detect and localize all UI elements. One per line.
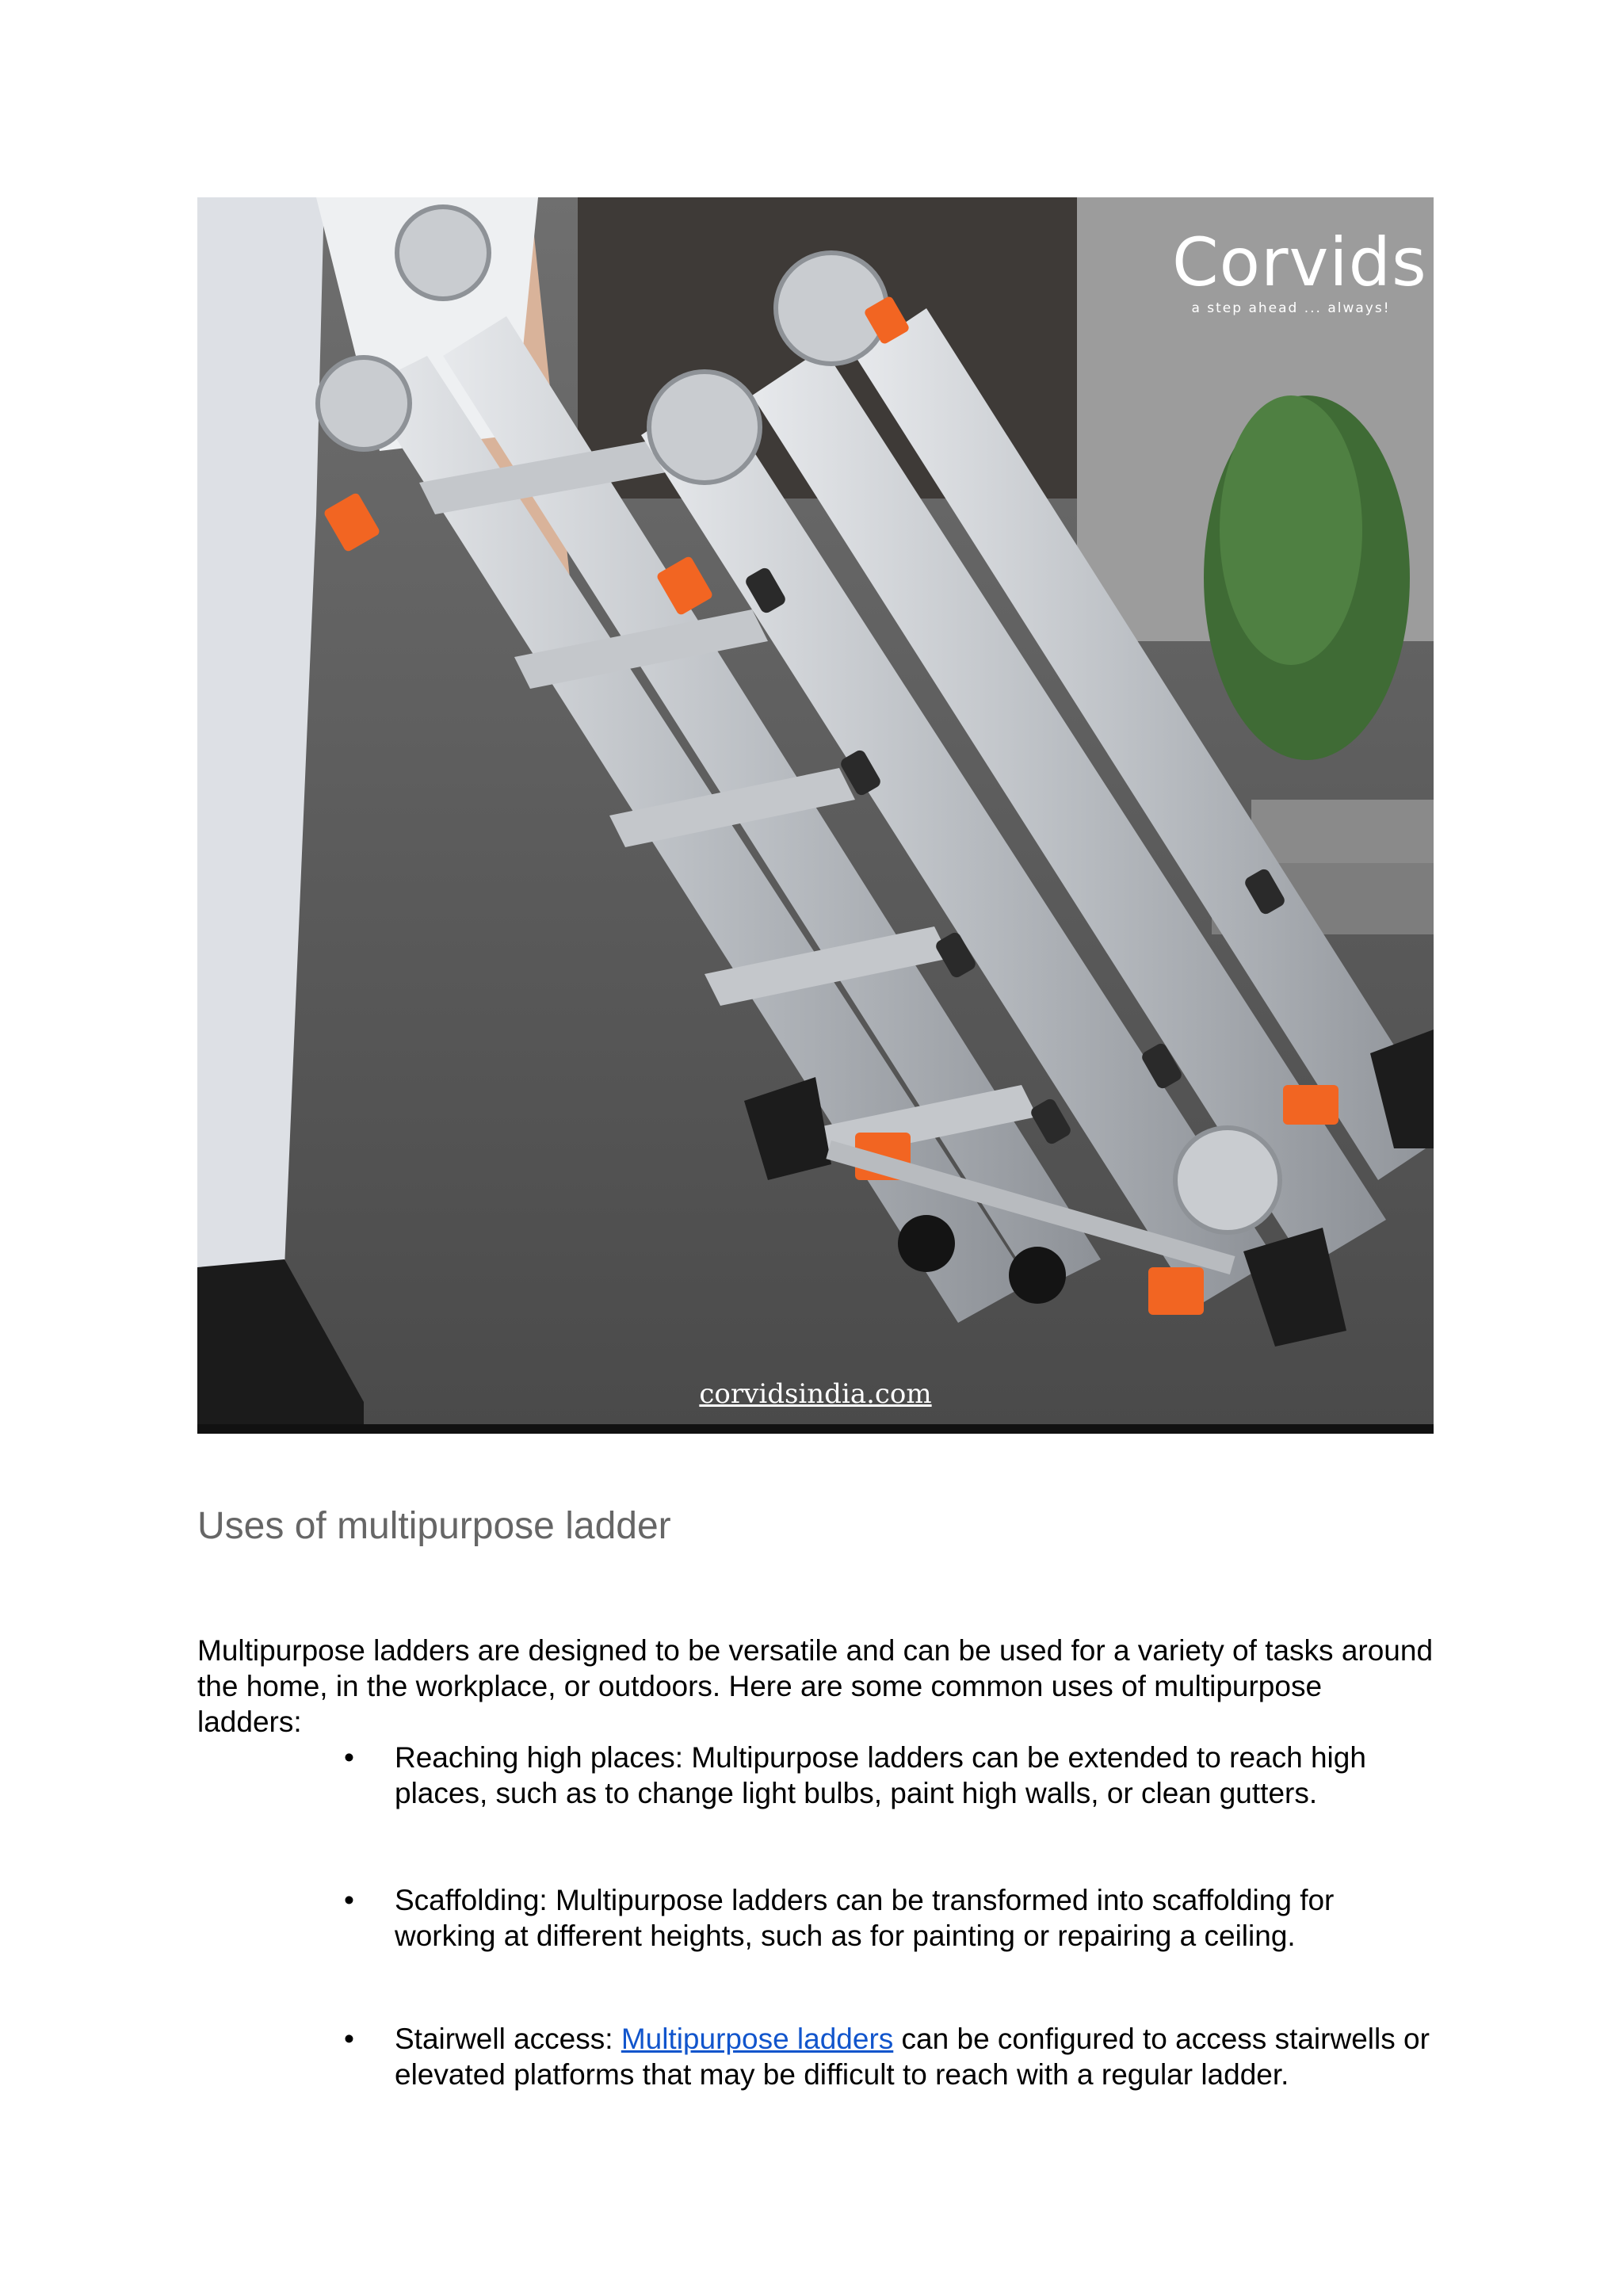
brand-tagline: a step ahead ... always! bbox=[1191, 300, 1391, 316]
section-heading: Uses of multipurpose ladder bbox=[197, 1505, 671, 1547]
list-item-text-end: can be configured to access stairwells or elevated platforms that may be difficult to reach with a regular ladder. bbox=[395, 2023, 1430, 2091]
ladder-illustration bbox=[197, 197, 1434, 1434]
bullet-marker: • bbox=[344, 1884, 354, 1916]
site-url-watermark: corvidsindia.com bbox=[699, 1378, 932, 1410]
list-item bbox=[344, 1740, 1441, 1811]
list-item bbox=[344, 1882, 1441, 1954]
brand-logo bbox=[1172, 223, 1427, 316]
list-item-text: Scaffolding: Multipurpose ladders can be transformed into scaffolding for working at different heights, such as for painting or repairing a ceiling. bbox=[395, 1884, 1335, 1952]
list-item-text-start: Stairwell access: bbox=[395, 2023, 621, 2055]
list-item bbox=[344, 2021, 1441, 2092]
brand-name: Corvids bbox=[1172, 223, 1427, 301]
multipurpose-ladders-link[interactable]: Multipurpose ladders bbox=[621, 2023, 894, 2055]
intro-paragraph: Multipurpose ladders are designed to be versatile and can be used for a variety of tasks around the home, in the workplace, or outdoors. Here are some common uses of multipurpose ladders: bbox=[197, 1634, 1434, 1738]
bullet-marker: • bbox=[344, 1741, 354, 1774]
list-item-text: Reaching high places: Multipurpose ladders can be extended to reach high places, such as to change light bulbs, paint high walls, or clean gutters. bbox=[395, 1741, 1366, 1809]
bullet-marker: • bbox=[344, 2023, 354, 2055]
product-photo bbox=[197, 197, 1434, 1434]
